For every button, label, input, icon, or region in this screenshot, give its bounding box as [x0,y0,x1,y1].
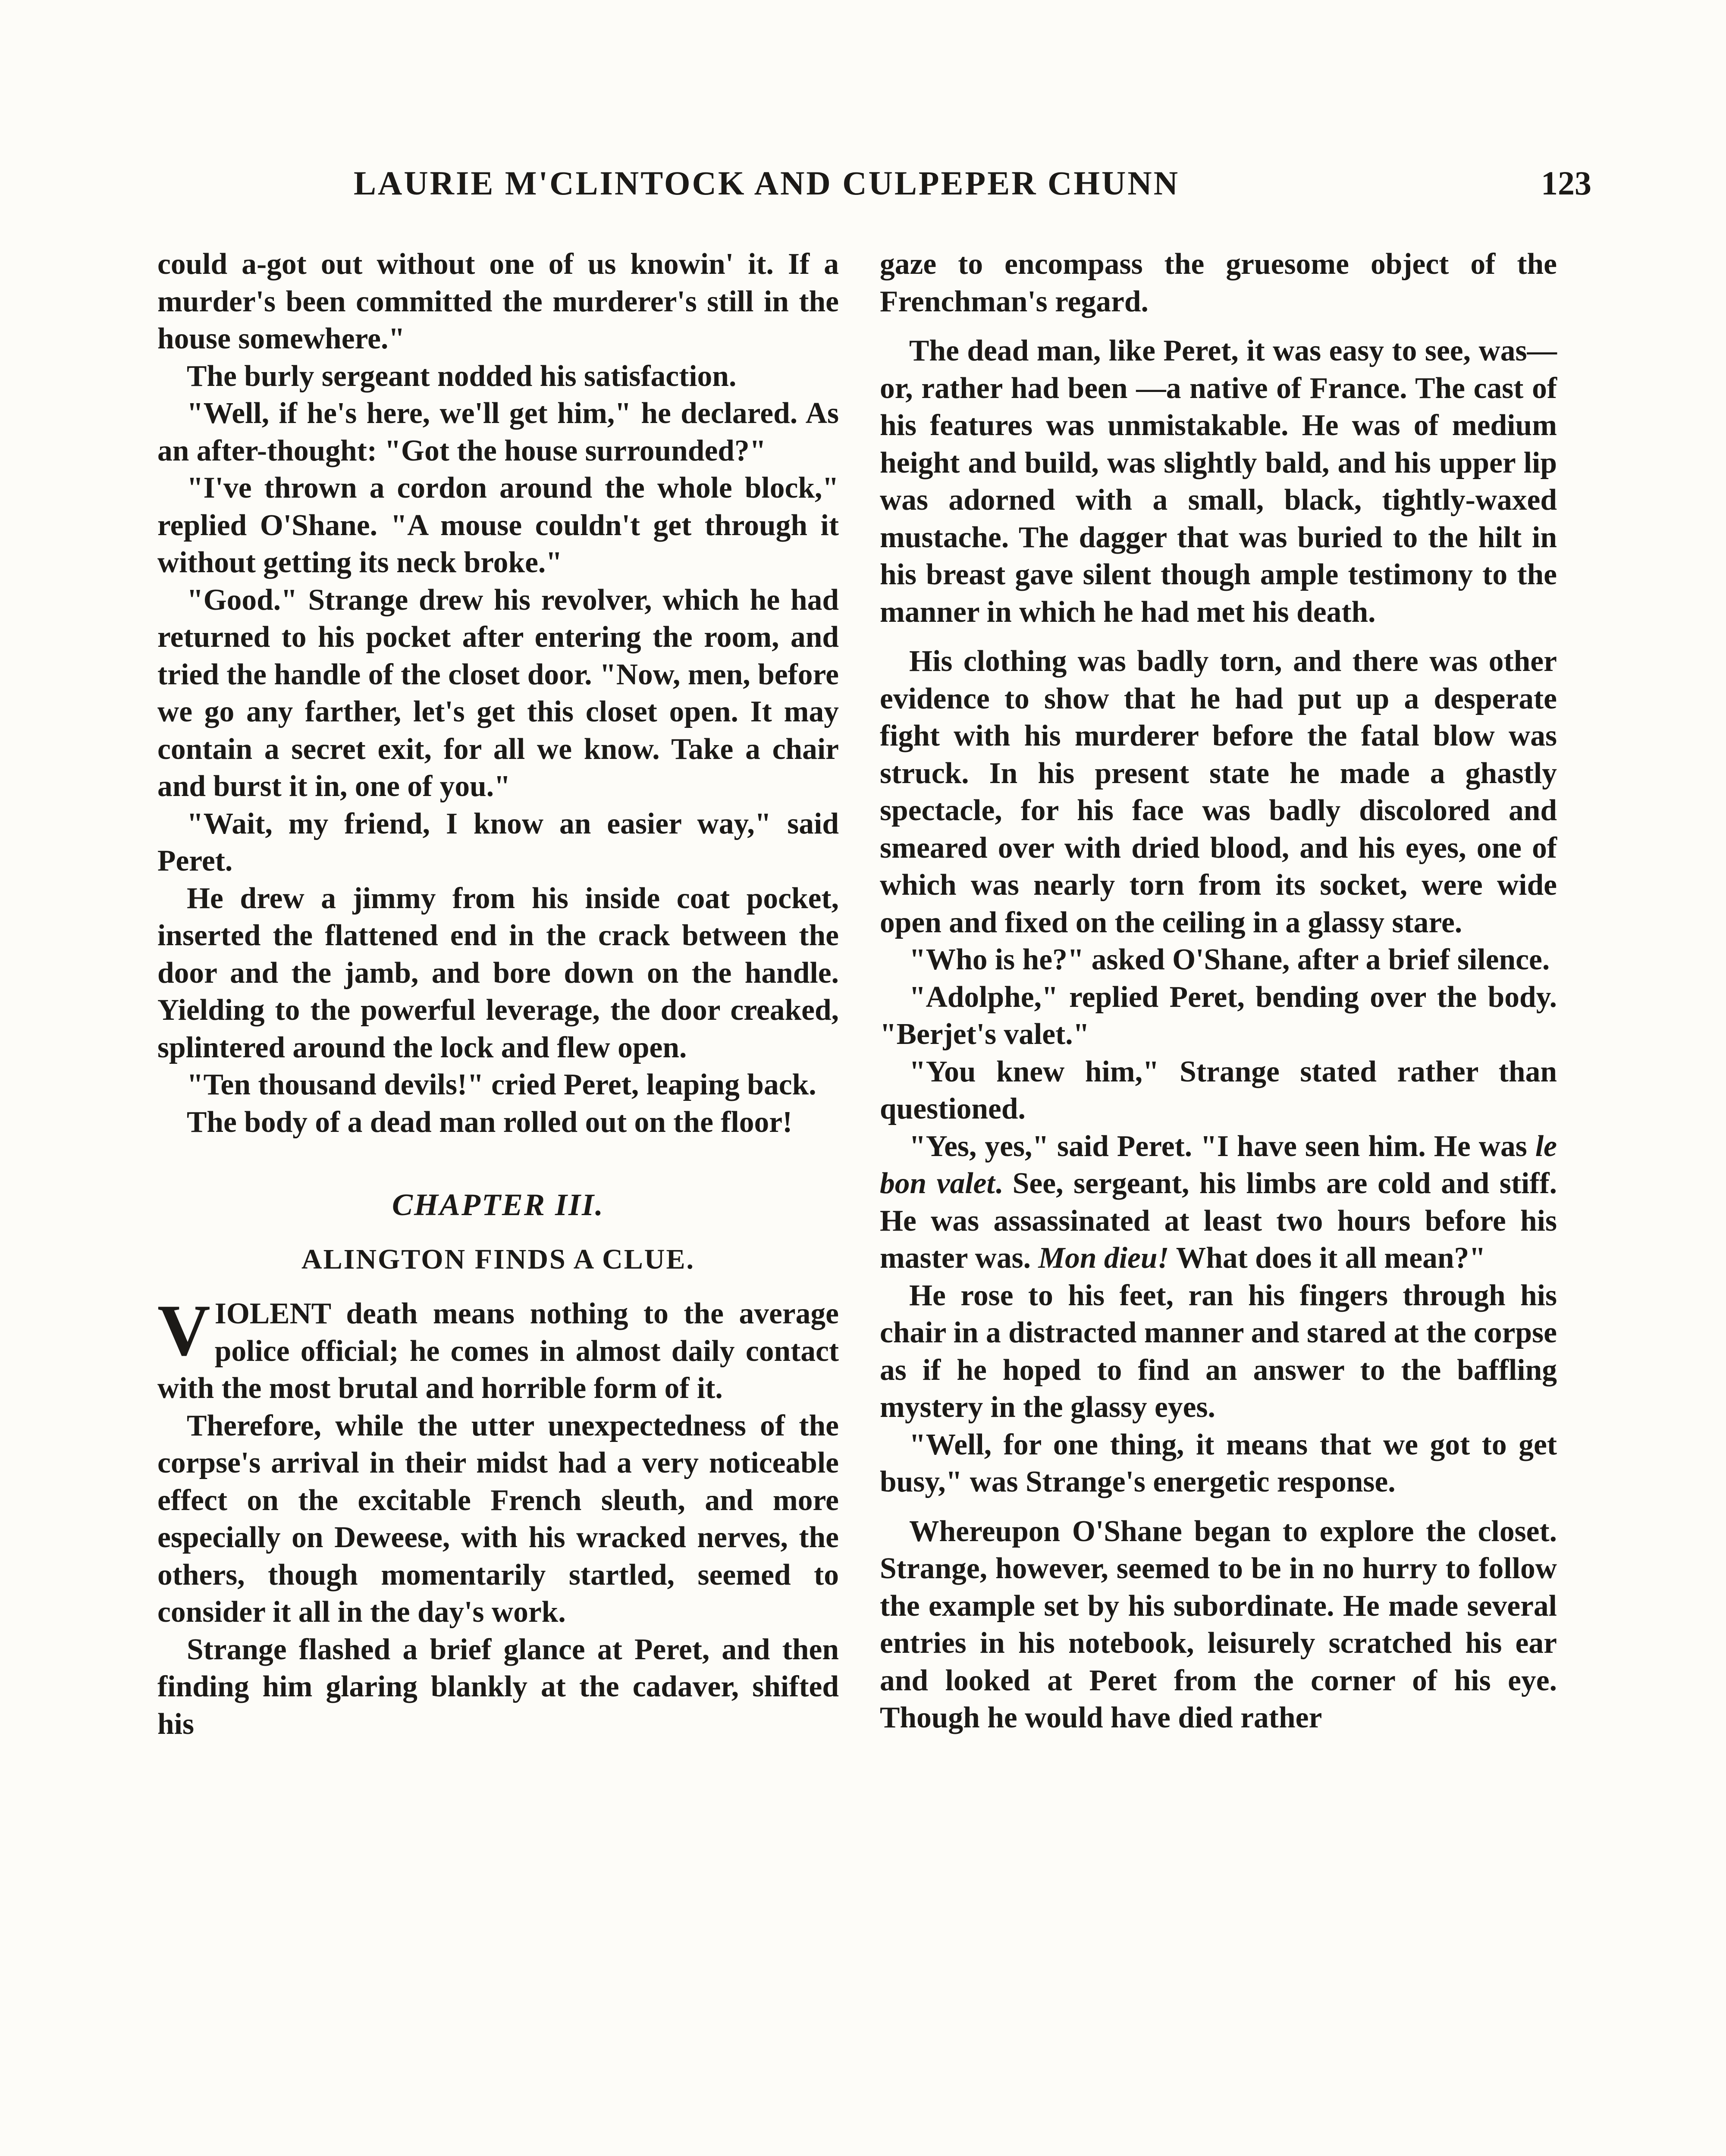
drop-cap: V [157,1290,210,1371]
paragraph: Whereupon O'Shane began to explore the closet. Strange, however, seemed to be in no hurry to follow the example set by his subordinate. He made several entries in his notebook, leisurely scratched his ear and looked at Peret from the corner of his eye. Though he would have died rather [880,1514,1557,1734]
paragraph: "I've thrown a cordon around the whole block," replied O'Shane. "A mouse couldn't get through it without getting its neck broke." [157,471,839,579]
running-title: LAURIE M'CLINTOCK AND CULPEPER CHUNN [354,164,1180,202]
chapter-heading: CHAPTER III. [392,1188,605,1222]
paragraph: His clothing was badly torn, and there was other evidence to show that he had put up a desperate fight with his murderer before the fatal blow was struck. In his present state he made a ghastly spectacle, for his face was badly discolored and smeared over with dried blood, and his eyes, one of which was nearly torn from its socket, were wide open and fixed on the ceiling in a glassy stare. [880,645,1557,939]
opening-paragraph-text: IOLENT death means nothing to the average police official; he comes in almost daily contact with the most brutal and horrible form of it. [157,1297,839,1405]
paragraph: He drew a jimmy from his inside coat pocket, inserted the flattened end in the crack between the door and the jamb, and bore down on the handle. Yielding to the powerful leverage, the door creaked, splintered around the lock and flew open. [157,881,839,1064]
paragraph: "You knew him," Strange stated rather than questioned. [880,1055,1557,1125]
paragraph: The body of a dead man rolled out on the floor! [187,1105,793,1139]
text-span: . See, sergeant, his limbs are cold and stiff. He was assassinated at least two hours before his master was. [880,1167,1557,1275]
paragraph [880,1128,1557,1277]
text-span: "Yes, yes," said Peret. "I have seen him. He was [909,1129,1535,1163]
paragraph: "Wait, my friend, I know an easier way," said Peret. [157,807,839,877]
page-number: 123 [1541,164,1591,202]
paragraph: gaze to encompass the gruesome object of the Frenchman's regard. [880,248,1557,318]
paragraph: could a-got out without one of us knowin' it. If a murder's been committed the murderer's still in the house somewhere." [157,248,839,355]
chapter-title: ALINGTON FINDS A CLUE. [301,1243,695,1275]
paragraph: "Who is he?" asked O'Shane, after a brief silence. [909,943,1550,976]
italic-phrase: le bon valet [880,1129,1557,1200]
right-column [880,246,1557,1737]
text-span: What does it all mean?" [1169,1241,1486,1275]
paragraph: Strange flashed a brief glance at Peret, and then finding him glaring blankly at the cadaver, shifted his [157,1633,839,1741]
paragraph: Therefore, while the utter unexpectedness of the corpse's arrival in their midst had a very noticeable effect on the excitable French sleuth, and more especially on Deweese, with his wracked nerves, the others, though momentarily startled, seemed to consider it all in the day's work. [157,1409,839,1629]
paragraph: "Well, if he's here, we'll get him," he declared. As an after-thought: "Got the house surrounded?" [157,397,839,467]
left-column [157,246,839,1743]
paragraph: He rose to his feet, ran his fingers through his chair in a distracted manner and stared at the corpse as if he hoped to find an answer to the baffling mystery in the glassy eyes. [880,1279,1557,1424]
page-header [155,160,1591,207]
italic-phrase: Mon dieu! [1038,1241,1169,1275]
paragraph: The dead man, like Peret, it was easy to see, was—or, rather had been —a native of France. The cast of his features was unmistakable. He was of medium height and build, was slightly bald, and his upper lip was adorned with a small, black, tightly-waxed mustache. The dagger that was buried to the hilt in his breast gave silent though ample testimony to the manner in which he had met his death. [880,334,1557,629]
paragraph: "Well, for one thing, it means that we got to get busy," was Strange's energetic response. [880,1428,1557,1498]
paragraph: "Ten thousand devils!" cried Peret, leaping back. [187,1068,816,1101]
paragraph: "Adolphe," replied Peret, bending over the body. "Berjet's valet." [880,980,1557,1051]
opening-paragraph [157,1290,839,1407]
paragraph: "Good." Strange drew his revolver, which he had returned to his pocket after entering the room, and tried the handle of the closet door. "Now, men, before we go any farther, let's get this closet open. It may contain a secret exit, for all we know. Take a chair and burst it in, one of you." [157,583,839,803]
paragraph: The burly sergeant nodded his satisfaction. [187,359,737,393]
